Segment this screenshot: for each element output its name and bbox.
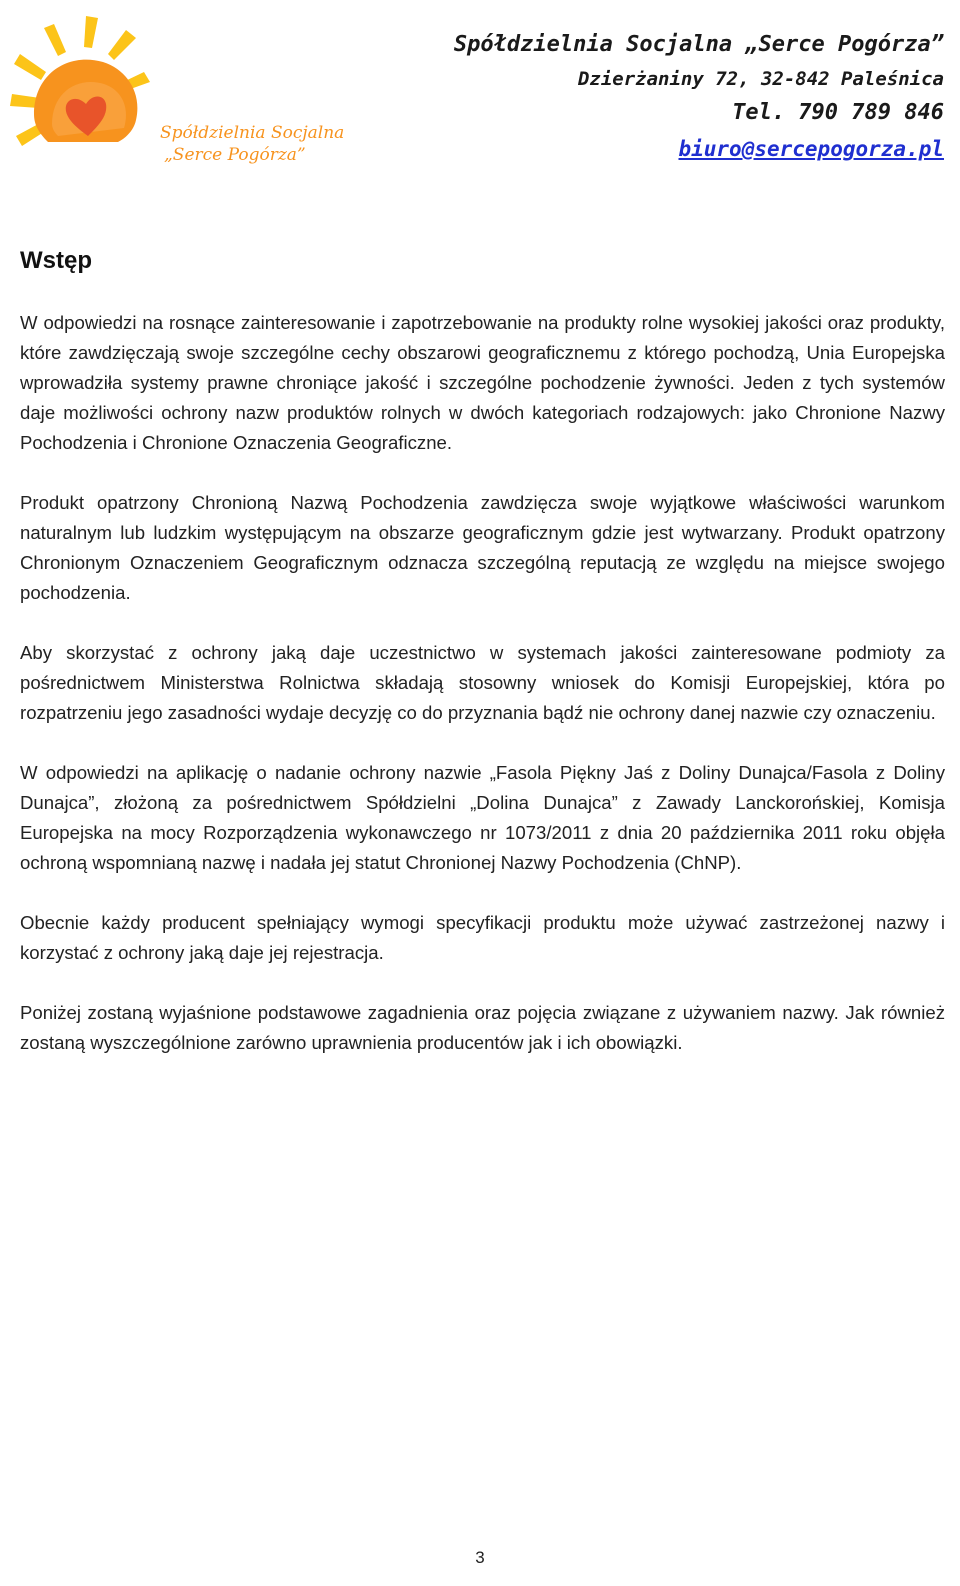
paragraph-2: Produkt opatrzony Chronioną Nazwą Pochodzenia zawdzięcza swoje wyjątkowe właściwości warunkom naturalnym lub ludzkim występującym na obszarze geograficznym gdzie jest wytwarzany. Produkt opatrzony Chronionym Oznaczeniem Geograficznym odznacza szczególną reputacją ze względu na miejsce swojego pochodzenia.: [20, 492, 945, 603]
logo-text-line2: „Serce Pogórza”: [164, 145, 306, 165]
page-number: 3: [475, 1548, 485, 1567]
paragraph-5: Obecnie każdy producent spełniający wymogi specyfikacji produktu może używać zastrzeżonej nazwy i korzystać z ochrony jaką daje jej rejestracja.: [20, 912, 945, 963]
section-heading: Wstęp: [20, 247, 92, 274]
paragraph-6: Poniżej zostaną wyjaśnione podstawowe zagadnienia oraz pojęcia związane z używaniem nazwy. Jak również zostaną wyszczególnione zarówno uprawnienia producentów jak i ich obowiązki.: [20, 1002, 945, 1053]
paragraph-1: W odpowiedzi na rosnące zainteresowanie i zapotrzebowanie na produkty rolne wysokiej jakości oraz produkty, które zawdzięczają swoje szczególne cechy obszarowi geograficznemu z którego pochodzą, Unia Europejska wprowadziła systemy prawne chroniące jakość i szczególne pochodzenie żywności. Jeden z tych systemów daje możliwości ochrony nazw produktów rolnych w dwóch kategoriach rodzajowych: jako Chronione Nazwy Pochodzenia i Chronione Oznaczenia Geograficzne.: [20, 312, 945, 453]
email-link[interactable]: biuro@sercepogorza.pl: [678, 137, 944, 161]
logo-text-line1: Spółdzielnia Socjalna: [160, 123, 345, 143]
paragraph-4: W odpowiedzi na aplikację o nadanie ochrony nazwie „Fasola Piękny Jaś z Doliny Dunajca/Fasola z Doliny Dunajca”, złożoną za pośrednictwem Spółdzielni „Dolina Dunajca” z Zawady Lanckorońskiej, Komisja Europejska na mocy Rozporządzenia wykonawczego nr 1073/2011 z dnia 20 października 2011 roku objęła ochroną wspomnianą nazwę i nadała jej statut Chronionej Nazwy Pochodzenia (ChNP).: [20, 762, 945, 873]
cooperative-logo: [8, 14, 348, 164]
cooperative-name: Spółdzielnia Socjalna „Serce Pogórza”: [453, 32, 944, 57]
document-body: [20, 244, 945, 1088]
letterhead-contact: [454, 28, 944, 168]
address: Dzierżaniny 72, 32-842 Paleśnica: [577, 68, 944, 90]
sun-heart-logo-icon: [8, 14, 158, 164]
paragraph-3: Aby skorzystać z ochrony jaką daje uczestnictwo w systemach jakości zainteresowane podmioty za pośrednictwem Ministerstwa Rolnictwa składają stosowny wniosek do Komisji Europejskiej, która po rozpatrzeniu jego zasadności wydaje decyzję co do przyznania bądź nie ochrony danej nazwie czy oznaczeniu.: [20, 642, 945, 723]
logo-text: [160, 122, 344, 166]
phone-number: Tel. 790 789 846: [732, 100, 944, 125]
